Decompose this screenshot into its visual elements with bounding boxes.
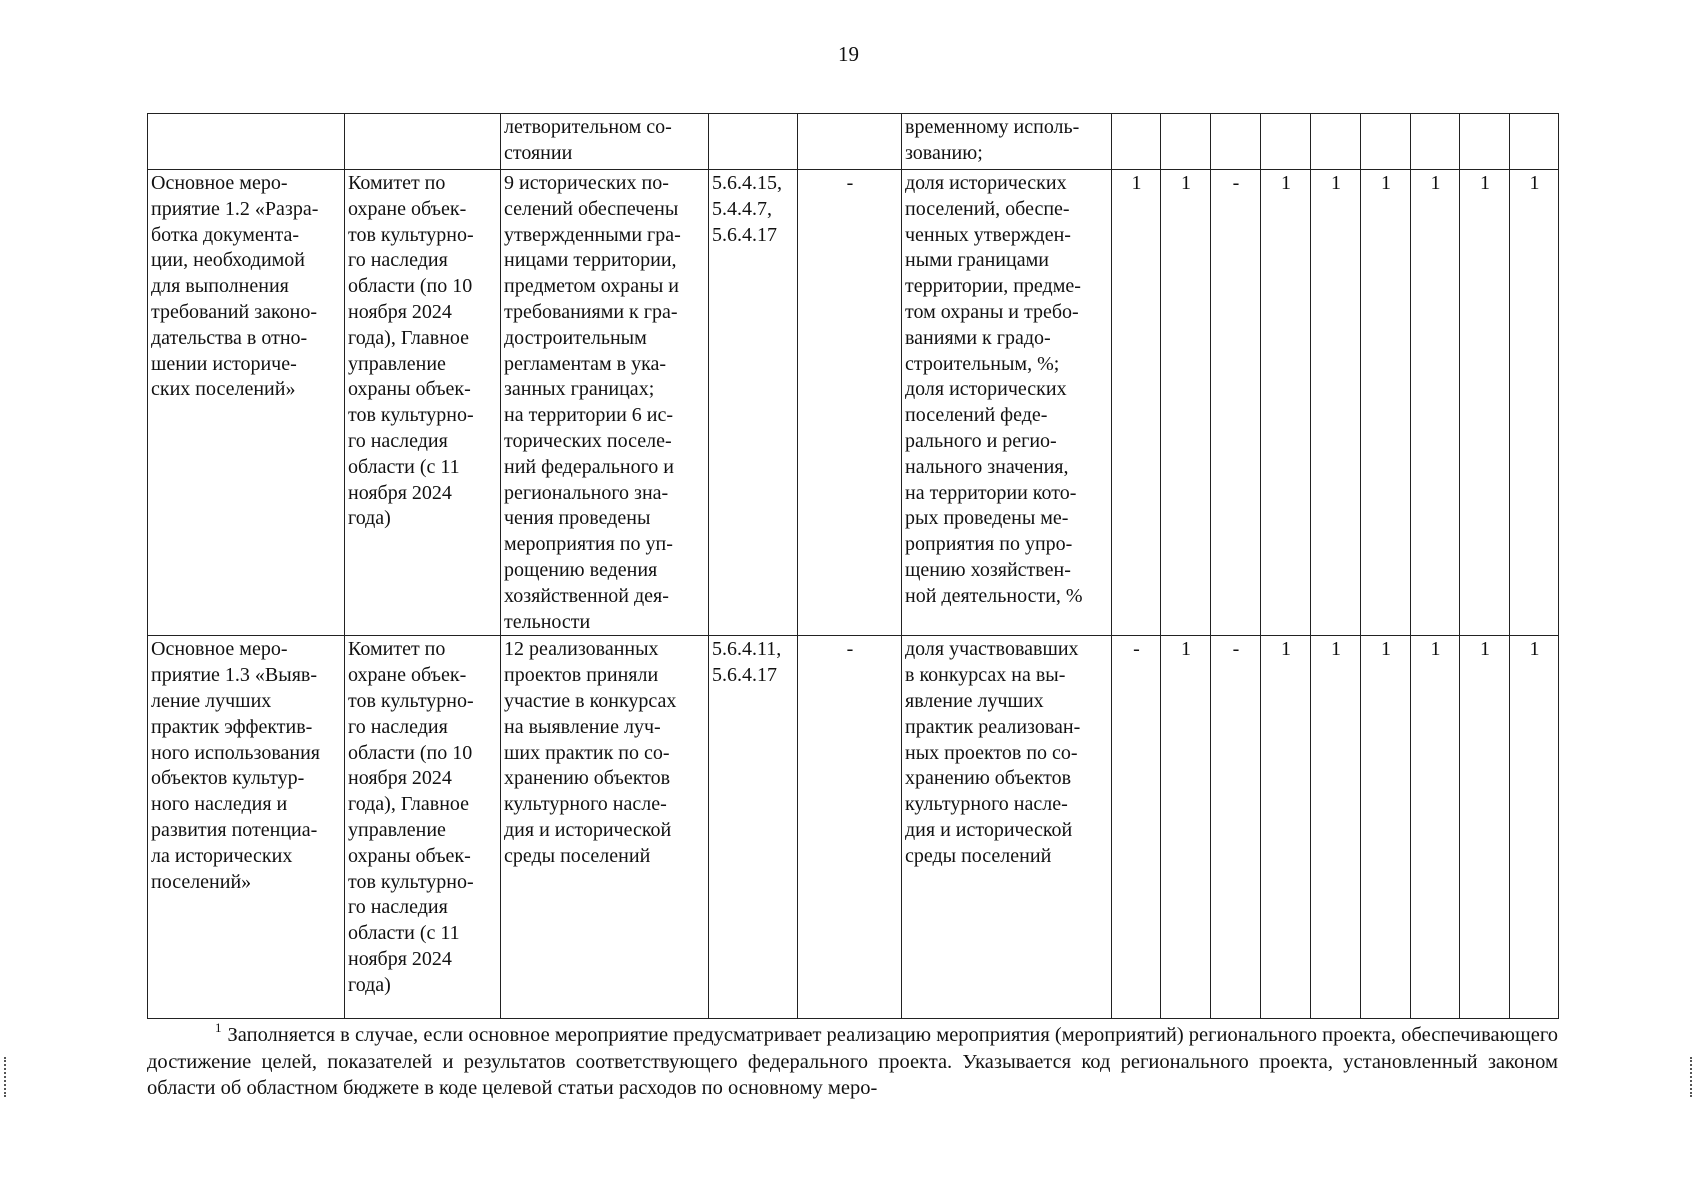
cell-value: 1 <box>1411 170 1460 636</box>
cell-value: 1 <box>1311 636 1361 1019</box>
left-edge-mark <box>4 1057 9 1097</box>
cell-value: 1 <box>1510 170 1559 636</box>
cell-result: 12 реализованных проектов приняли участие в конкурсах на выявление луч- ших практик по со- хранению объектов культурного насле- дия и исторической среды поселений <box>501 636 709 1019</box>
cell-value: 1 <box>1510 636 1559 1019</box>
footnote <box>147 1015 1558 1102</box>
cell-value: 1 <box>1411 636 1460 1019</box>
table-row-continuation <box>148 114 1559 170</box>
cell-result: 9 исторических по- селений обеспечены утвержденными гра- ницами территории, предметом охраны и требованиями к гра- достроительным регламентам в ука- занных границах; на территории 6 ис- торических поселе- ний федерального и регионального зна- чения проведены мероприятия по уп- рощению ведения хозяйственной дея- тельности <box>501 170 709 636</box>
cell-responsible <box>345 114 501 170</box>
cell-codes <box>709 114 798 170</box>
measures-table <box>147 113 1559 1019</box>
cell-project <box>798 114 902 170</box>
right-edge-mark <box>1690 1057 1695 1097</box>
footnote-marker: 1 <box>215 1020 222 1035</box>
cell-indicator: доля исторических поселений, обеспе- ченных утвержден- ными границами территории, предме- том охраны и требо- ваниями к градо- строительным, %; доля исторических поселений феде- рального и регио- нального значения, на территории кото- рых проведены ме- роприятия по упро- щению хозяйствен- ной деятельности, % <box>902 170 1112 636</box>
cell-value: 1 <box>1361 170 1411 636</box>
cell-event: Основное меро- приятие 1.2 «Разра- ботка документа- ции, необходимой для выполнения требований законо- дательства в отно- шении историче- ских поселений» <box>148 170 345 636</box>
cell-value: 1 <box>1161 636 1211 1019</box>
cell-event <box>148 114 345 170</box>
cell-codes: 5.6.4.15, 5.4.4.7, 5.6.4.17 <box>709 170 798 636</box>
cell-codes: 5.6.4.11, 5.6.4.17 <box>709 636 798 1019</box>
page-number: 19 <box>838 42 859 66</box>
cell-result: летворительном со- стоянии <box>501 114 709 170</box>
cell-value: 1 <box>1261 636 1311 1019</box>
cell-value: - <box>1211 636 1261 1019</box>
footnote-text: Заполняется в случае, если основное мероприятие предусматривает реализацию мероприятия (мероприятий) регионального проекта, обеспечивающего достижение целей, показателей и результатов соответствующего федерального проекта. Указывается код регионального проекта, установленный законом области об областном бюджете в коде целевой статьи расходов по основному меро- <box>147 1024 1558 1099</box>
cell-value: 1 <box>1311 170 1361 636</box>
cell-indicator: временному исполь- зованию; <box>902 114 1112 170</box>
cell-indicator: доля участвовавших в конкурсах на вы- явление лучших практик реализован- ных проектов по со- хранению объектов культурного насле- дия и исторической среды поселений <box>902 636 1112 1019</box>
cell-responsible: Комитет по охране объек- тов культурно- го наследия области (по 10 ноября 2024 года), Главное управление охраны объек- тов культурно- го наследия области (с 11 ноября 2024 года) <box>345 636 501 1019</box>
cell-project: - <box>798 636 902 1019</box>
cell-value: - <box>1211 170 1261 636</box>
cell-value: 1 <box>1161 170 1211 636</box>
cell-value: 1 <box>1361 636 1411 1019</box>
cell-value: 1 <box>1460 636 1510 1019</box>
cell-value: 1 <box>1460 170 1510 636</box>
cell-value: 1 <box>1261 170 1311 636</box>
cell-responsible: Комитет по охране объек- тов культурно- го наследия области (по 10 ноября 2024 года), Главное управление охраны объек- тов культурно- го наследия области (с 11 ноября 2024 года) <box>345 170 501 636</box>
table-row-measure-1-3 <box>148 636 1559 1019</box>
cell-event: Основное меро- приятие 1.3 «Выяв- ление лучших практик эффектив- ного использования объектов культур- ного наследия и развития потенциа- ла исторических поселений» <box>148 636 345 1019</box>
cell-project: - <box>798 170 902 636</box>
table-row-measure-1-2 <box>148 170 1559 636</box>
cell-value: - <box>1112 636 1161 1019</box>
cell-value: 1 <box>1112 170 1161 636</box>
